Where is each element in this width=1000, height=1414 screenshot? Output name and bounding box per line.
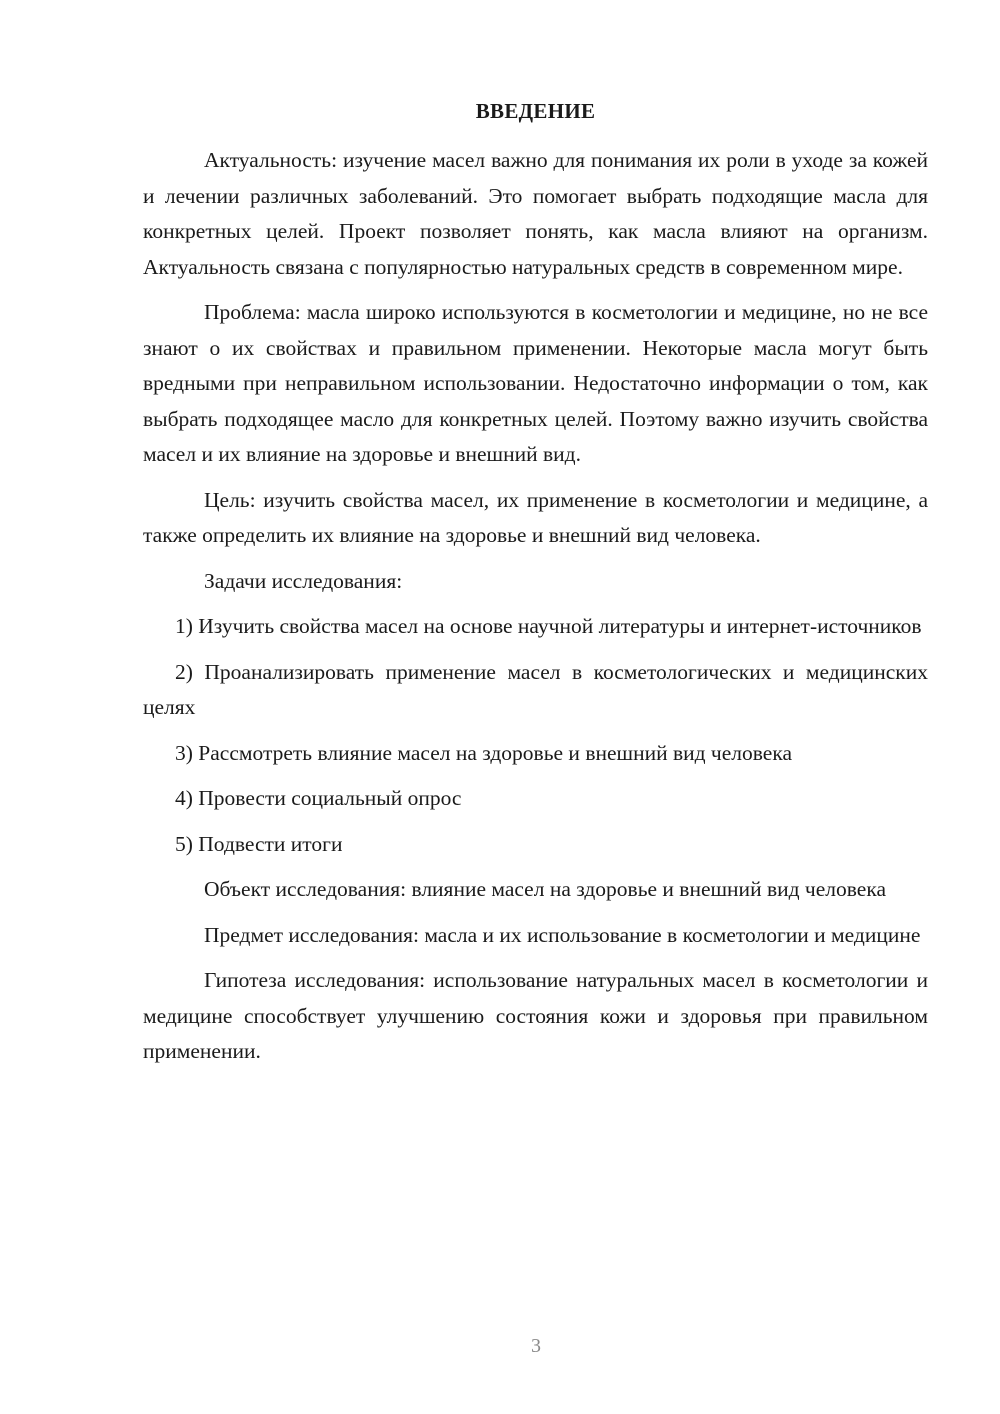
- task-item: 1) Изучить свойства масел на основе научной литературы и интернет-источников: [175, 614, 922, 638]
- hypothesis-paragraph: Гипотеза исследования: использование натуральных масел в косметологии и медицине способствует улучшению состояния кожи и здоровья при правильном применении.: [143, 968, 928, 1063]
- task-item: 4) Провести социальный опрос: [175, 786, 462, 810]
- subject-paragraph: Предмет исследования: масла и их использование в косметологии и медицине: [204, 922, 921, 947]
- task-item: 3) Рассмотреть влияние масел на здоровье и внешний вид человека: [175, 740, 793, 765]
- tasks-heading: Задачи исследования:: [204, 568, 403, 593]
- body-text: [143, 143, 928, 1080]
- goal-paragraph: Цель: изучить свойства масел, их применение в косметологии и медицине, а также определить их влияние на здоровье и внешний вид человека.: [143, 487, 928, 547]
- problem-paragraph: Проблема: масла широко используются в косметологии и медицине, но не все знают о их свойствах и правильном применении. Некоторые масла могут быть вредными при неправильном использовании. Недостаточно информации о том, как выбрать подходящее масло для конкретных целей. Поэтому важно изучить свойства масел и их влияние на здоровье и внешний вид.: [143, 300, 928, 466]
- task-item: 2) Проанализировать применение масел в косметологических и медицинских целях: [143, 659, 928, 719]
- page-number: 3: [531, 1335, 541, 1357]
- task-item: 5) Подвести итоги: [175, 831, 343, 856]
- object-paragraph: Объект исследования: влияние масел на здоровье и внешний вид человека: [204, 877, 886, 901]
- relevance-paragraph: Актуальность: изучение масел важно для понимания их роли в уходе за кожей и лечении различных заболеваний. Это помогает выбрать подходящие масла для конкретных целей. Проект позволяет понять, как масла влияют на организм. Актуальность связана с популярностью натуральных средств в современном мире.: [143, 148, 928, 279]
- section-title: ВВЕДЕНИЕ: [475, 99, 596, 123]
